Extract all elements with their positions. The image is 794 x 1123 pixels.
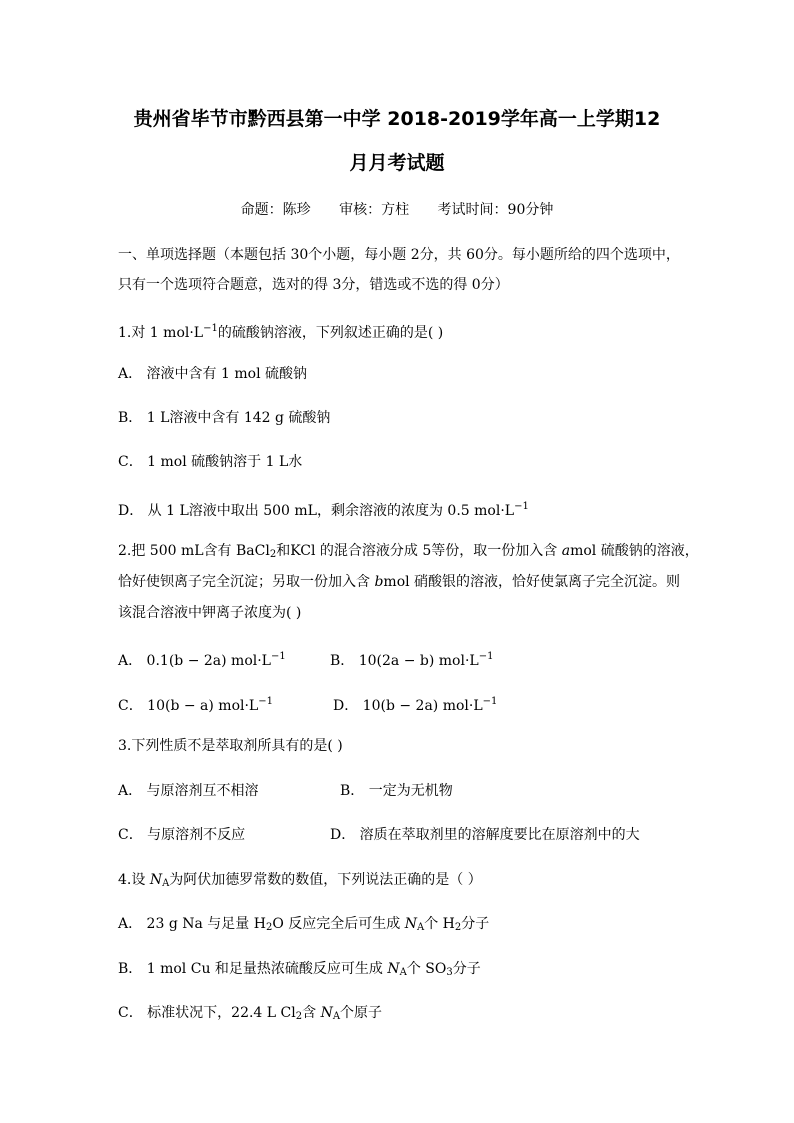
q4-a-c: 个 H [424, 916, 455, 932]
section-header-line-1: 一、单项选择题（本题包括 30个小题，每小题 2分，共 60分。每小题所给的四个选项中， [118, 247, 680, 263]
q2-option-d [333, 692, 497, 716]
q2-l1-c: mol 硫酸钠的溶液， [570, 543, 699, 559]
q2-stem-line-1 [118, 541, 699, 565]
q2-l2-a: 恰好使钡离子完全沉淀；另取一份加入含 [118, 574, 375, 590]
q2-option-a-text: A． 0.1(b − 2a) mol·L [118, 653, 271, 669]
q4-option-a [118, 914, 489, 938]
reviewer: 审核：方柱 [339, 202, 410, 218]
q4-c-a: C． 标准状况下，22.4 L Cl [118, 1005, 296, 1021]
q2-option-b [330, 647, 493, 671]
q2-l2-var: b [374, 574, 384, 590]
q4-b-var: N [387, 961, 400, 977]
q4-c-b: 含 [302, 1005, 321, 1021]
q2-stem-line-3: 该混合溶液中钾离子浓度为( ) [118, 605, 302, 621]
q2-option-b-sup: −1 [478, 651, 494, 662]
author: 命题：陈珍 [240, 202, 311, 218]
q4-a-sub1: 2 [265, 922, 273, 933]
q2-option-a-sup: −1 [270, 651, 286, 662]
q2-l1-b: 和KCl 的混合溶液分成 5等份，取一份加入含 [276, 543, 562, 559]
q1-stem-a: 1.对 1 mol·L [118, 325, 204, 341]
q1-option-b: B． 1 L溶液中含有 142 g 硫酸钠 [118, 410, 331, 426]
q2-option-c [118, 692, 273, 716]
q4-b-c: 分子 [452, 961, 481, 977]
q4-stem-a: 4.设 [118, 872, 150, 888]
q1-stem-sup: −1 [203, 323, 218, 334]
q4-c-sub2: A [332, 1011, 341, 1022]
q4-a-var: N [404, 916, 417, 932]
q4-stem-sub: A [162, 878, 170, 889]
q2-option-d-text: D． 10(b − 2a) mol·L [333, 698, 483, 714]
exam-meta [0, 199, 794, 219]
q4-c-var: N [320, 1005, 333, 1021]
q4-a-a: A． 23 g Na 与足量 H [118, 916, 266, 932]
q4-b-sub1: A [399, 967, 407, 978]
q4-a-d: 分子 [461, 916, 490, 932]
q4-b-b: 个 SO [406, 961, 447, 977]
exam-time: 考试时间：90分钟 [437, 202, 554, 218]
title-line-1: 贵州省毕节市黔西县第一中学 2018-2019学年高一上学期12 [133, 108, 661, 130]
q4-option-c [118, 1003, 382, 1027]
section-header-line-2: 只有一个选项符合题意，选对的得 3分，错选或不选的得 0分） [118, 277, 509, 293]
q2-option-c-sup: −1 [258, 696, 273, 707]
q1-option-d [118, 497, 529, 521]
q1-option-d-sup: −1 [514, 501, 529, 512]
q2-stem-line-2 [118, 572, 680, 592]
q4-a-sub3: 2 [454, 922, 462, 933]
q2-option-d-sup: −1 [482, 696, 498, 707]
q4-stem-var: N [149, 872, 163, 888]
q4-option-b [118, 959, 481, 983]
q4-c-c: 个原子 [340, 1005, 383, 1021]
q4-b-sub2: 3 [446, 967, 453, 978]
q3-option-d: D． 溶质在萃取剂里的溶解度要比在原溶剂中的大 [330, 827, 640, 843]
q1-option-a: A． 溶液中含有 1 mol 硫酸钠 [118, 366, 307, 382]
q4-a-sub2: A [416, 922, 425, 933]
q4-a-b: O 反应完全后可生成 [272, 916, 405, 932]
q1-stem [118, 319, 443, 343]
q2-l1-var: a [561, 543, 571, 559]
q4-c-sub1: 2 [295, 1011, 303, 1022]
q4-b-a: B． 1 mol Cu 和足量热浓硫酸反应可生成 [118, 961, 388, 977]
q1-option-c: C． 1 mol 硫酸钠溶于 1 L水 [118, 454, 303, 470]
q4-stem [118, 870, 482, 894]
q1-option-d-text: D． 从 1 L溶液中取出 500 mL，剩余溶液的浓度为 0.5 mol·L [118, 503, 515, 519]
q4-stem-b: 为阿伏加德罗常数的数值，下列说法正确的是（ ） [169, 872, 482, 888]
q3-option-b: B． 一定为无机物 [340, 783, 453, 799]
q2-option-b-text: B． 10(2a − b) mol·L [330, 653, 479, 669]
title-line-2: 月月考试题 [349, 152, 445, 174]
q3-stem: 3.下列性质不是萃取剂所具有的是( ) [118, 738, 343, 754]
q1-stem-b: 的硫酸钠溶液，下列叙述正确的是( ) [217, 325, 444, 341]
q2-l1-a: 2.把 500 mL含有 BaCl [118, 543, 270, 559]
q2-l1-sub: 2 [269, 549, 277, 560]
q2-l2-b: mol 硝酸银的溶液，恰好使氯离子完全沉淀。则 [383, 574, 681, 590]
q2-option-a [118, 647, 286, 671]
q3-option-a: A． 与原溶剂互不相溶 [118, 783, 259, 799]
q2-option-c-text: C． 10(b − a) mol·L [118, 698, 259, 714]
q3-option-c: C． 与原溶剂不反应 [118, 827, 246, 843]
